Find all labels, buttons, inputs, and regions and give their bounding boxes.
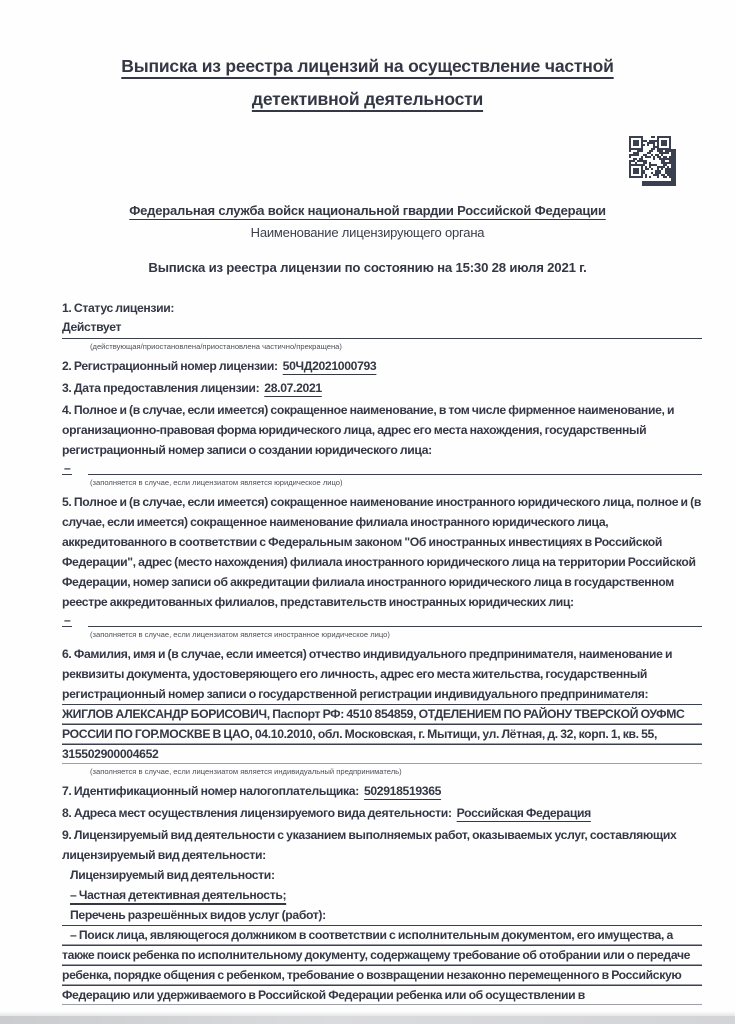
field-note: (заполняется в случае, если лицензиатом является индивидуальный предприниматель) <box>90 767 402 776</box>
corner-bracket-icon <box>642 149 676 186</box>
field-foreign-entity <box>62 492 702 641</box>
fill-in-rule <box>88 626 702 627</box>
field-value: ЖИГЛОВ АЛЕКСАНДР БОРИСОВИЧ, Паспорт РФ: 4510 854859, ОТДЕЛЕНИЕМ ПО РАЙОНУ ТВЕРСКОЙ ОУФМС РОССИИ ПО ГОР.МОСКВЕ В ЦАО, 04.10.2010, обл. Московская, г. Мытищи, ул. Лётная, д. 32, корп. 1, кв. 55, 315502900004652 <box>62 704 702 764</box>
activity-kind-value <box>62 885 702 905</box>
document-header <box>0 200 735 279</box>
field-value-line <box>62 318 702 339</box>
field-entrepreneur <box>62 644 702 778</box>
field-value: 50ЧД2021000793 <box>282 359 377 373</box>
field-note: (заполняется в случае, если лицензиатом является иностранное юридическое лицо) <box>90 630 390 639</box>
qr-code <box>629 136 681 194</box>
field-note: (действующая/приостановлена/приостановлена частично/прекращена) <box>90 342 342 351</box>
field-label: 4. Полное и (в случае, если имеется) сокращенное наименование, в том числе фирменное наименование, и организационно-правовая форма юридического лица, адрес его места нахождения, государственный регистрационный номер записи о создании юридического лица: <box>62 403 675 457</box>
field-registration-number <box>62 356 702 376</box>
field-label: 5. Полное и (в случае, если имеется) сокращенное наименование иностранного юридического лица, полное и (в случае, если имеется) сокращенное наименование филиала иностранного юридического лица, аккредитованного в соответствии с Федеральным законом "Об иностранных инвестициях в Российской Федерации", адрес (место нахождения) филиала иностранного юридического лица на территории Российской Федерации, номер записи об аккредитации филиала иностранного юридического лица в государственном реестре аккредитованных филиалов, представительств иностранных юридических лиц: <box>62 495 701 609</box>
field-value: 502918519365 <box>363 784 442 798</box>
field-value: Российская Федерация <box>456 806 591 820</box>
field-note: (заполняется в случае, если лицензиатом является юридическое лицо) <box>90 478 343 487</box>
field-label: 7. Идентификационный номер налогоплательщика: <box>62 784 359 798</box>
empty-value-line <box>62 460 702 475</box>
licensing-authority: Федеральная служба войск национальной гвардии Российской Федерации <box>129 203 606 218</box>
services-list-value: – Поиск лица, являющегося должником в соответствии с исполнительным документом, его имущества, а также поиск ребенка по исполнительному документу, содержащему требование об отобрании или о передаче ребенка, порядке общения с ребенком, требование о возвращении незаконно перемещенного в Российскую Федерацию или удерживаемого в Российской Федерации ребенка или об осуществлении в <box>62 925 702 1005</box>
extract-statement: Выписка из реестра лицензии по состоянию на 15:30 28 июля 2021 г. <box>148 260 587 275</box>
field-legal-entity <box>62 400 702 489</box>
field-label: 2. Регистрационный номер лицензии: <box>62 359 278 373</box>
document-body <box>62 298 702 1005</box>
field-value: Действует <box>62 320 122 334</box>
page-title <box>0 50 735 116</box>
field-label: 8. Адреса мест осуществления лицензируемого вида деятельности: <box>62 806 452 820</box>
page-title-line-1: Выписка из реестра лицензий на осуществление частной <box>121 56 614 76</box>
field-label: 1. Статус лицензии: <box>62 301 175 315</box>
dash-value: – <box>64 461 71 475</box>
scan-edge <box>0 1016 735 1024</box>
field-label: 3. Дата предоставления лицензии: <box>62 381 260 395</box>
activity-kind-label: Лицензируемый вид деятельности: <box>70 868 275 882</box>
field-value: 28.07.2021 <box>264 381 322 395</box>
field-grant-date <box>62 378 702 398</box>
field-label: 6. Фамилия, имя и (в случае, если имеется) отчество индивидуального предпринимателя, наименование и реквизиты документа, удостоверяющего его личность, адрес его места жительства, государственный регистрационный номер записи о государственной регистрации индивидуального предпринимателя: <box>62 647 673 701</box>
field-label: 9. Лицензируемый вид деятельности с указанием выполняемых работ, оказываемых услуг, составляющих лицензируемый вид деятельности: <box>62 828 677 862</box>
field-taxpayer-id <box>62 781 702 801</box>
services-list-label: Перечень разрешённых видов услуг (работ): <box>70 908 326 922</box>
field-license-status <box>62 298 702 353</box>
fill-in-rule <box>88 474 702 475</box>
field-activity-addresses <box>62 803 702 823</box>
authority-caption: Наименование лицензирующего органа <box>250 225 485 240</box>
empty-value-line <box>62 612 702 627</box>
field-licensed-activity <box>62 825 702 1005</box>
activity-kind-value-text: – Частная детективная деятельность; <box>70 888 287 902</box>
page-title-line-2: детективной деятельности <box>251 89 484 109</box>
dash-value: – <box>64 613 71 627</box>
